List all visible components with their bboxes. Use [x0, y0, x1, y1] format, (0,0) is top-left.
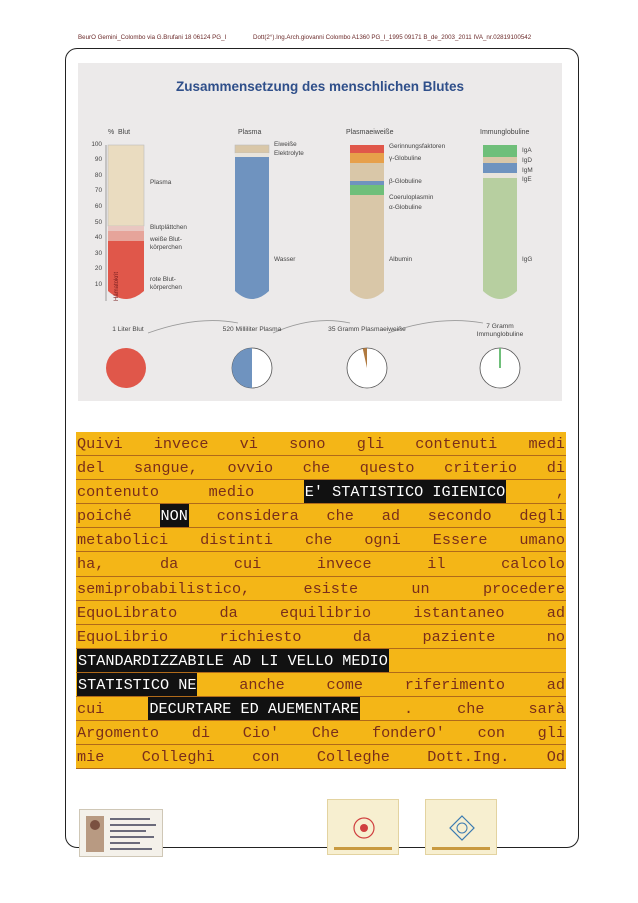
- word: contenuti: [415, 435, 498, 453]
- text-line-words: [76, 745, 566, 769]
- annotation-ige: IgE: [522, 176, 532, 183]
- card-line: [110, 818, 150, 820]
- tick-40: 40: [94, 234, 102, 241]
- author-photo: [86, 816, 104, 852]
- annotation-white-cells: weiße Blut- körperchen: [150, 236, 182, 251]
- word: ad: [546, 603, 565, 622]
- card-line: [110, 824, 156, 826]
- word: degli: [519, 507, 565, 526]
- annotation-platelets: Blutplättchen: [150, 224, 187, 231]
- word: poiché: [77, 507, 132, 526]
- annotation-red-cells: rote Blut- körperchen: [150, 276, 182, 291]
- text-line: [76, 601, 566, 625]
- protein-tube-beta: [350, 163, 384, 181]
- immuno-tube-igm: [483, 163, 517, 173]
- word: anche: [239, 675, 285, 694]
- text-line-words: [76, 432, 566, 456]
- highlighted-text: STANDARDIZZABILE AD LI VELLO MEDIO: [77, 649, 389, 673]
- word: metabolici: [77, 531, 169, 550]
- text-line-words: [76, 528, 566, 552]
- text-line: [76, 625, 566, 649]
- blood-tube-white: [108, 231, 144, 241]
- tick-100: 100: [91, 141, 102, 148]
- word: medio: [208, 483, 255, 502]
- column-label-plasma: Plasma: [238, 129, 262, 136]
- word: criterio: [444, 459, 518, 478]
- word: istantaneo: [413, 603, 505, 622]
- word: ha,: [77, 555, 105, 574]
- figure-title: Zusammensetzung des menschlichen Blutes: [175, 79, 465, 94]
- blood-composition-figure: [78, 63, 562, 401]
- column-label-proteins: Plasmaeiweiße: [346, 129, 394, 136]
- word: gli: [537, 724, 565, 743]
- immuno-tube-ige: [483, 173, 517, 178]
- word: ,: [555, 483, 565, 502]
- card-line: [110, 848, 152, 850]
- tick-90: 90: [94, 156, 102, 163]
- text-line-words: [76, 577, 566, 601]
- text-line-words: [76, 480, 566, 504]
- word: .: [404, 700, 414, 719]
- word: sono: [289, 435, 326, 453]
- word: umano: [519, 531, 565, 550]
- caption-proteins: 35 Gramm Plasmaeiweiße: [328, 326, 406, 333]
- annotation-alpha-globulins: α-Globuline: [389, 204, 422, 211]
- word: calcolo: [501, 555, 565, 574]
- word: procedere: [482, 579, 565, 598]
- annotation-igm: IgM: [522, 167, 533, 174]
- word: da: [352, 627, 372, 646]
- word: riferimento: [404, 675, 505, 694]
- word: invece: [153, 435, 209, 453]
- word: medi: [528, 435, 565, 453]
- tick-70: 70: [94, 187, 102, 194]
- word: EquoLibrio: [77, 627, 169, 646]
- word: Cio': [242, 724, 280, 743]
- text-line-words: [76, 721, 566, 745]
- word: semiprobabilistico,: [77, 579, 251, 598]
- card-line: [110, 830, 146, 832]
- word: questo: [359, 459, 415, 478]
- text-line-words: [76, 504, 566, 528]
- text-line-words: [76, 601, 566, 625]
- word: da: [160, 555, 179, 574]
- word: Quivi: [77, 435, 123, 453]
- highlighted-text: STATISTICO NE: [77, 673, 197, 697]
- word: Colleghi: [141, 748, 215, 767]
- word: sangue,: [134, 459, 198, 478]
- word: esiste: [303, 579, 359, 598]
- protein-tube-coerulo: [350, 181, 384, 185]
- seal-stamp-1: [327, 799, 399, 855]
- pie-plasma-slice: [232, 348, 252, 388]
- tick-30: 30: [94, 250, 102, 257]
- word: che: [302, 459, 331, 478]
- annotation-igg: IgG: [522, 256, 533, 263]
- word: sarà: [528, 700, 565, 719]
- annotation-iga: IgA: [522, 147, 532, 154]
- text-line: [76, 673, 566, 697]
- word: vi: [239, 435, 258, 453]
- text-line: [76, 552, 566, 576]
- word: che: [305, 531, 333, 550]
- annotation-gamma-globulins: γ-Globuline: [389, 155, 422, 162]
- word: di: [191, 724, 210, 743]
- word: Od: [546, 748, 565, 767]
- word: del: [77, 459, 105, 478]
- word: di: [546, 459, 565, 478]
- text-line: [76, 745, 566, 769]
- text-line: [76, 649, 566, 673]
- text-line: [76, 577, 566, 601]
- text-line: [76, 432, 566, 456]
- word: EquoLibrato: [77, 603, 178, 622]
- text-line: [76, 697, 566, 721]
- card-line: [110, 836, 154, 838]
- header-left-text: BeurO Gemini_Colombo via G.Brufani 18 06124 PG_I: [78, 34, 227, 41]
- word: con: [477, 724, 505, 743]
- word: cui: [77, 700, 105, 719]
- word: invece: [316, 555, 372, 574]
- caption-immunoglobulins: 7 Gramm Immunglobuline: [476, 323, 524, 338]
- word: no: [546, 627, 565, 646]
- word: Colleghe: [316, 748, 390, 767]
- word: ad: [546, 675, 565, 694]
- caption-plasma: 520 Milliliter Plasma: [222, 326, 282, 333]
- protein-tube-alpha: [350, 185, 384, 195]
- tick-20: 20: [94, 265, 102, 272]
- text-line-words: [76, 697, 566, 721]
- word: Dott.Ing.: [427, 748, 510, 767]
- word: secondo: [427, 507, 492, 526]
- text-line-words: [76, 456, 566, 480]
- word: fonderO': [371, 724, 445, 743]
- annotation-hematocrit: Hämatokrit: [114, 271, 120, 301]
- word: come: [326, 675, 363, 694]
- word: Argomento: [77, 724, 160, 743]
- word: considera: [216, 507, 299, 526]
- word: equilibrio: [279, 603, 372, 622]
- annotation-plasma: Plasma: [150, 179, 172, 186]
- tick-80: 80: [94, 172, 102, 179]
- plasma-tube-electrolytes: [235, 153, 269, 157]
- annotation-beta-globulins: β-Globuline: [389, 178, 422, 185]
- word: richiesto: [219, 627, 302, 646]
- text-line-words: [76, 625, 566, 649]
- immuno-tube-igg: [483, 178, 517, 299]
- word: con: [252, 748, 280, 767]
- word: ad: [381, 507, 400, 526]
- annotation-coeruloplasmin: Coeruloplasmin: [389, 194, 434, 201]
- seal-emblem-2: [426, 800, 498, 856]
- annotation-albumin: Albumin: [389, 256, 413, 263]
- card-line: [110, 842, 140, 844]
- column-label-blood: Blut: [118, 129, 131, 136]
- figure-graphics: [78, 63, 562, 401]
- word: che: [457, 700, 485, 719]
- text-line: [76, 528, 566, 552]
- protein-tube-gamma: [350, 153, 384, 163]
- word: Che: [311, 724, 340, 743]
- page-header: [78, 34, 578, 46]
- word: il: [427, 555, 446, 574]
- text-line: [76, 480, 566, 504]
- seal-emblem-1: [328, 800, 400, 856]
- body-text: [76, 432, 566, 769]
- annotation-clotting-factors: Gerinnungsfaktoren: [389, 143, 446, 150]
- text-line: [76, 504, 566, 528]
- word: gli: [356, 435, 385, 453]
- word: ovvio: [227, 459, 274, 478]
- word: mie: [77, 748, 105, 767]
- caption-blood: 1 Liter Blut: [112, 326, 144, 333]
- tick-50: 50: [94, 219, 102, 226]
- text-line: [76, 721, 566, 745]
- word: paziente: [422, 627, 496, 646]
- text-line-words: [76, 673, 566, 697]
- highlighted-text: NON: [160, 504, 189, 528]
- blood-tube-plasma: [108, 145, 144, 226]
- word: distinti: [200, 531, 274, 550]
- annotation-electrolytes: Elektrolyte: [274, 150, 304, 157]
- word: che: [326, 507, 354, 526]
- annotation-water: Wasser: [274, 256, 296, 263]
- header-right-text: Dott(2°).Ing.Arch.giovanni Colombo A1360 PG_I_1995 09171 B_de_2003_2011 IVA_nr.02819100542: [253, 34, 532, 41]
- highlighted-text: E' STATISTICO IGIENICO: [304, 480, 507, 504]
- annotation-igd: IgD: [522, 157, 532, 164]
- plasma-tube-water: [235, 157, 269, 299]
- word: cui: [233, 555, 262, 574]
- plasma-tube-protein: [235, 145, 269, 153]
- word: ogni: [364, 531, 401, 550]
- immuno-tube-igd: [483, 157, 517, 163]
- author-card: [79, 809, 163, 857]
- seal-stamp-2: [425, 799, 497, 855]
- protein-tube-albumin: [350, 195, 384, 299]
- text-line: [76, 456, 566, 480]
- text-line-words: [76, 649, 566, 673]
- word: Essere: [432, 531, 488, 550]
- tick-10: 10: [94, 281, 102, 288]
- highlighted-text: DECURTARE ED AUEMENTARE: [148, 697, 360, 721]
- protein-tube-clotting: [350, 145, 384, 153]
- percent-label: %: [108, 129, 115, 136]
- pie-blood: [106, 348, 146, 388]
- column-label-immunoglobulins: Immunglobuline: [480, 129, 530, 136]
- tick-60: 60: [94, 203, 102, 210]
- annotation-proteins: Eiweiße: [274, 141, 297, 148]
- word: contenuto: [77, 483, 160, 502]
- word: un: [411, 579, 430, 598]
- text-line-words: [76, 552, 566, 576]
- word: da: [219, 603, 238, 622]
- immuno-tube-iga: [483, 145, 517, 157]
- blood-tube-platelets: [108, 226, 144, 231]
